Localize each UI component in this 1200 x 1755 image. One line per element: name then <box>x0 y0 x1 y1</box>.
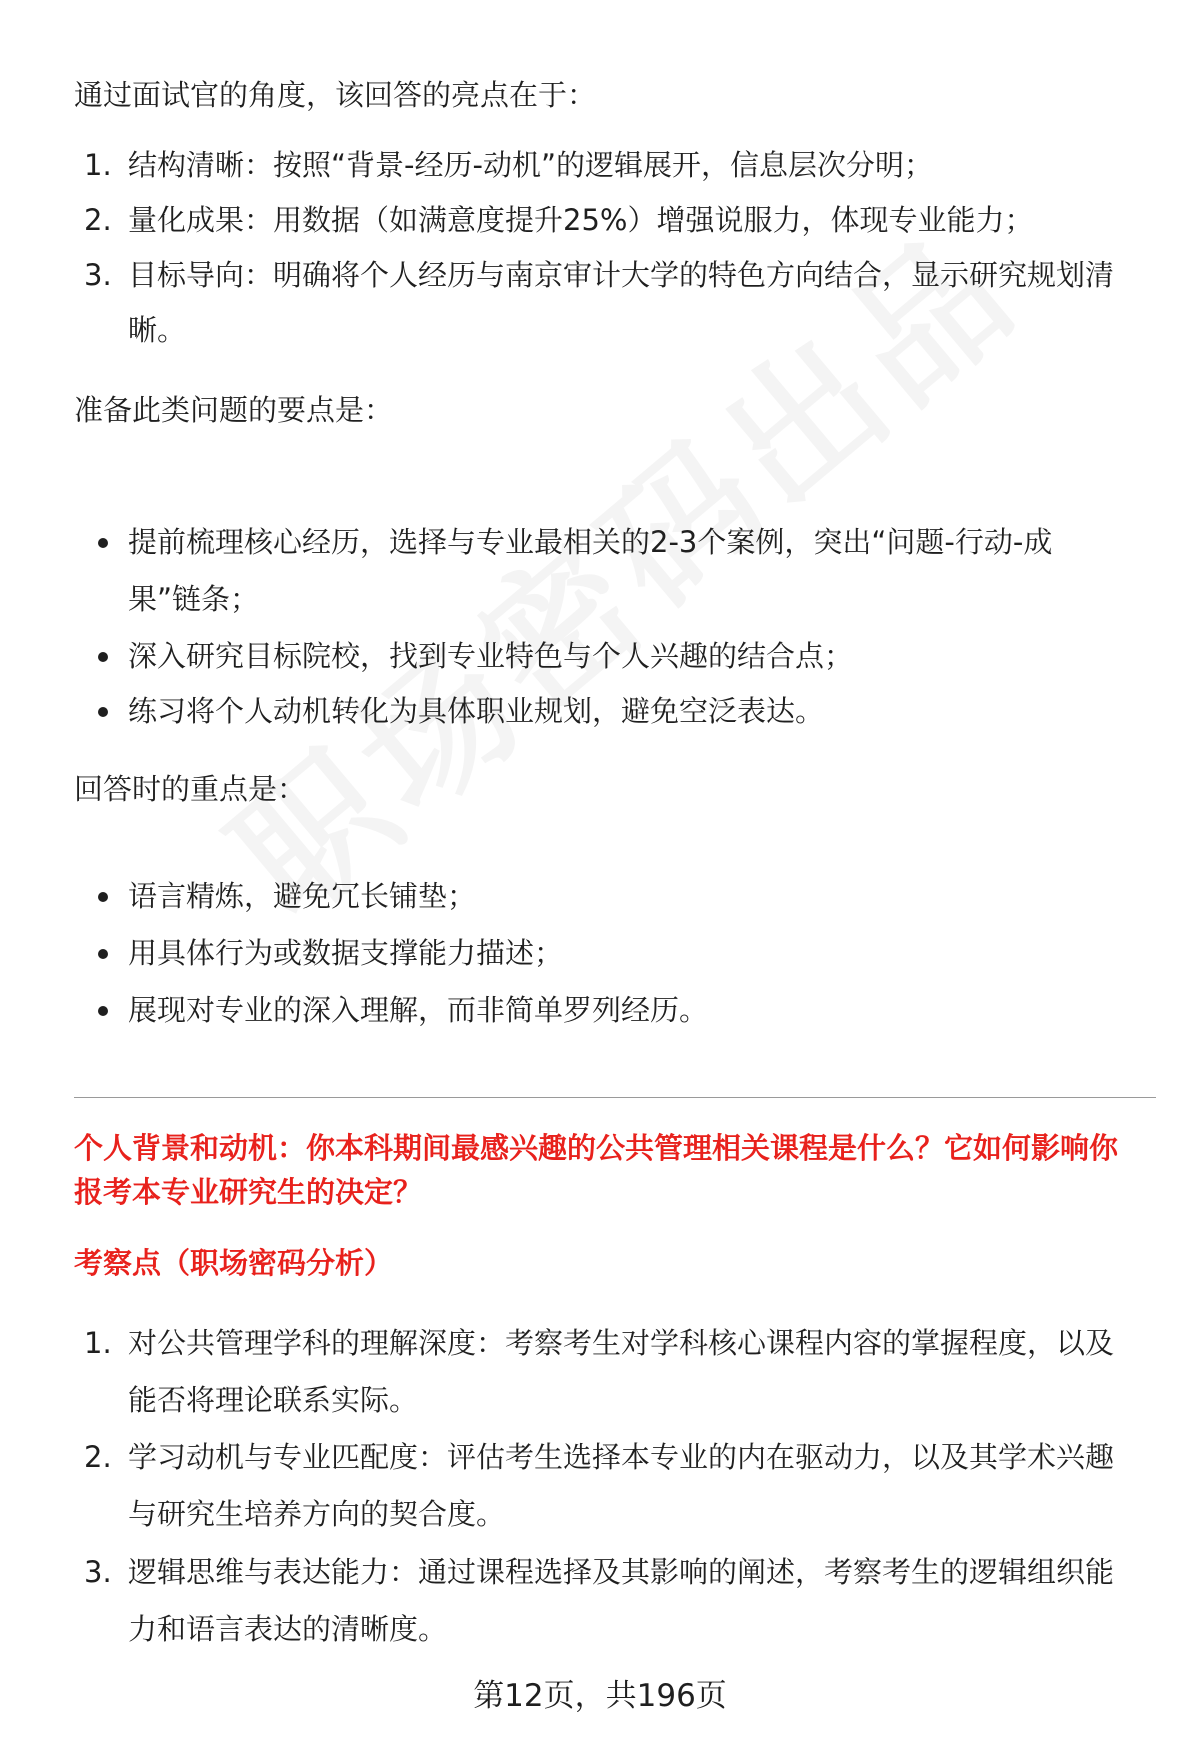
list-item: 结构清晰：按照“背景-经历-动机”的逻辑展开，信息层次分明； <box>128 148 933 182</box>
divider <box>74 1097 1156 1098</box>
list-item-continuation: 与研究生培养方向的契合度。 <box>128 1497 506 1531</box>
page-footer: 第12页，共196页 <box>473 1678 727 1714</box>
list-number: 3. <box>84 1555 112 1589</box>
list-item: 学习动机与专业匹配度：评估考生选择本专业的内在驱动力，以及其学术兴趣 <box>128 1440 1115 1474</box>
question-title-continuation: 报考本专业研究生的决定？ <box>74 1175 423 1209</box>
list-item: 提前梳理核心经历，选择与专业最相关的2-3个案例，突出“问题-行动-成 <box>128 525 1053 559</box>
bullet-icon <box>98 892 108 902</box>
list-number: 1. <box>84 148 112 182</box>
list-number: 2. <box>84 1440 112 1474</box>
list-item: 量化成果：用数据（如满意度提升25%）增强说服力，体现专业能力； <box>128 203 1034 237</box>
bullet-icon <box>98 538 108 548</box>
list-item-continuation: 晰。 <box>128 313 187 347</box>
analysis-heading: 考察点（职场密码分析） <box>74 1246 394 1280</box>
list-number: 3. <box>84 258 112 292</box>
list-item-continuation: 果”链条； <box>128 582 260 616</box>
bullet-icon <box>98 652 108 662</box>
list-item: 深入研究目标院校，找到专业特色与个人兴趣的结合点； <box>128 639 854 673</box>
list-item-continuation: 力和语言表达的清晰度。 <box>128 1612 448 1646</box>
list-item: 展现对专业的深入理解，而非简单罗列经历。 <box>128 993 709 1027</box>
list-item: 对公共管理学科的理解深度：考察考生对学科核心课程内容的掌握程度，以及 <box>128 1326 1115 1360</box>
intro-text: 通过面试官的角度，该回答的亮点在于： <box>74 78 597 112</box>
list-item-continuation: 能否将理论联系实际。 <box>128 1383 419 1417</box>
section-heading: 准备此类问题的要点是： <box>74 393 394 427</box>
list-number: 1. <box>84 1326 112 1360</box>
bullet-icon <box>98 707 108 717</box>
bullet-icon <box>98 949 108 959</box>
list-item: 练习将个人动机转化为具体职业规划，避免空泛表达。 <box>128 694 825 728</box>
section-heading: 回答时的重点是： <box>74 772 307 806</box>
list-item: 用具体行为或数据支撑能力描述； <box>128 936 564 970</box>
list-item: 逻辑思维与表达能力：通过课程选择及其影响的阐述，考察考生的逻辑组织能 <box>128 1555 1115 1589</box>
bullet-icon <box>98 1006 108 1016</box>
question-title: 个人背景和动机：你本科期间最感兴趣的公共管理相关课程是什么？它如何影响你 <box>74 1131 1119 1165</box>
list-item: 目标导向：明确将个人经历与南京审计大学的特色方向结合，显示研究规划清 <box>128 258 1115 292</box>
list-item: 语言精炼，避免冗长铺垫； <box>128 879 477 913</box>
list-number: 2. <box>84 203 112 237</box>
